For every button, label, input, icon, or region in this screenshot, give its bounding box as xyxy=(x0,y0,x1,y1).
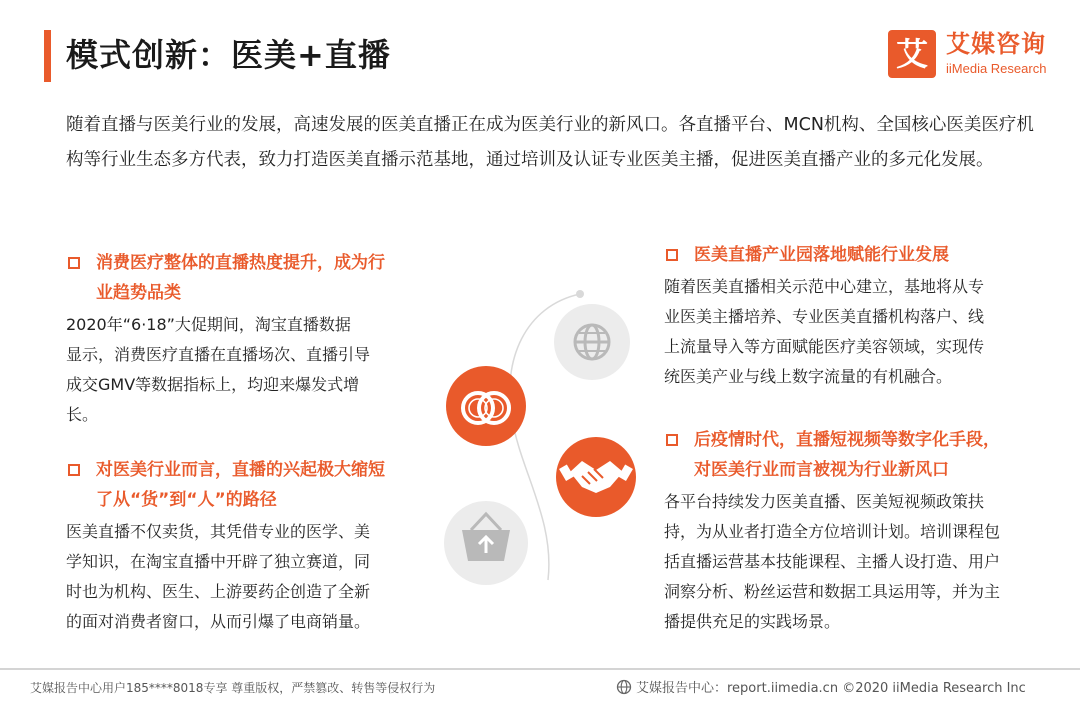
section-heading xyxy=(66,455,416,515)
bullet-square-icon xyxy=(666,249,678,261)
heading-line: 了从“货”到“人”的路径 xyxy=(96,490,277,510)
footer-divider xyxy=(0,668,1080,670)
body-line: 2020年“6·18”大促期间，淘宝直播数据 xyxy=(66,315,351,334)
heading-line: 对医美行业而言，直播的兴起极大缩短 xyxy=(96,460,385,480)
body-line: 持，为从业者打造全方位培训计划。培训课程包 xyxy=(664,522,1001,541)
logo-name-en: iiMedia Research xyxy=(946,61,1047,76)
connector-dot xyxy=(576,290,584,298)
body-line: 学知识，在淘宝直播中开辟了独立赛道，同 xyxy=(66,552,371,571)
body-line: 括直播运营基本技能课程、主播人设打造、用户 xyxy=(664,552,1001,571)
body-line: 长。 xyxy=(66,405,99,424)
intro-paragraph: 随着直播与医美行业的发展，高速发展的医美直播正在成为医美行业的新风口。各直播平台、MCN机构、全国核心医美医疗机构等行业生态多方代表，致力打造医美直播示范基地，通过培训及认证专业医美主播，促进医美直播产业的多元化发展。 xyxy=(66,115,1034,170)
bullet-square-icon xyxy=(68,464,80,476)
body-line: 统医美产业与线上数字流量的有机融合。 xyxy=(664,367,953,386)
page-title: 模式创新：医美+直播 xyxy=(66,36,391,74)
section-body xyxy=(664,487,1039,637)
body-line: 业医美主播培养、专业医美直播机构落户、线 xyxy=(664,307,985,326)
body-line: 洞察分析、粉丝运营和数据工具运用等，并为主 xyxy=(664,582,1001,601)
body-line: 各平台持续发力医美直播、医美短视频政策扶 xyxy=(664,492,985,511)
body-line: 上流量导入等方面赋能医疗美容领域，实现传 xyxy=(664,337,985,356)
heading-line: 后疫情时代，直播短视频等数字化手段， xyxy=(694,430,1000,450)
basket-icon xyxy=(444,501,528,585)
section-goods-to-people xyxy=(66,455,416,637)
section-heading xyxy=(664,425,1039,485)
logo-name-cn: 艾媒咨询 xyxy=(946,30,1046,58)
body-line: 时也为机构、医生、上游要药企创造了全新 xyxy=(66,582,371,601)
section-post-pandemic xyxy=(664,425,1039,637)
heading-line: 对医美行业而言被视为行业新风口 xyxy=(694,460,949,480)
section-body xyxy=(66,517,416,637)
handshake-icon xyxy=(556,437,636,517)
heading-line: 消费医疗整体的直播热度提升，成为行 xyxy=(96,253,385,273)
globe-icon xyxy=(616,679,632,695)
body-line: 的面对消费者窗口，从而引爆了电商销量。 xyxy=(66,612,371,631)
heading-line: 医美直播产业园落地赋能行业发展 xyxy=(694,245,949,265)
section-heading xyxy=(664,240,1034,270)
icon-cluster xyxy=(430,280,660,600)
footer-copyright-notice: 艾媒报告中心用户185****8018专享 尊重版权，严禁篡改、转售等侵权行为 xyxy=(30,681,436,695)
globe-icon xyxy=(554,304,630,380)
section-body xyxy=(66,310,416,430)
heading-line: 业趋势品类 xyxy=(96,283,181,303)
bullet-square-icon xyxy=(68,257,80,269)
title-accent-bar xyxy=(44,30,51,82)
section-heading xyxy=(66,248,416,308)
rings-icon xyxy=(446,366,526,446)
body-line: 医美直播不仅卖货，其凭借专业的医学、美 xyxy=(66,522,371,541)
footer-source-text: 艾媒报告中心：report.iimedia.cn ©2020 iiMedia Research Inc xyxy=(636,681,1026,696)
section-industrial-park xyxy=(664,240,1034,392)
body-line: 显示，消费医疗直播在直播场次、直播引导 xyxy=(66,345,371,364)
footer-source xyxy=(616,677,1026,696)
bullet-square-icon xyxy=(666,434,678,446)
section-consumer-medical xyxy=(66,248,416,430)
body-line: 随着医美直播相关示范中心建立，基地将从专 xyxy=(664,277,985,296)
body-line: 播提供充足的实践场景。 xyxy=(664,612,841,631)
body-line: 成交GMV等数据指标上，均迎来爆发式增 xyxy=(66,375,360,394)
brand-logo xyxy=(888,30,1068,80)
section-body xyxy=(664,272,1034,392)
logo-mark: 艾 xyxy=(888,30,936,78)
